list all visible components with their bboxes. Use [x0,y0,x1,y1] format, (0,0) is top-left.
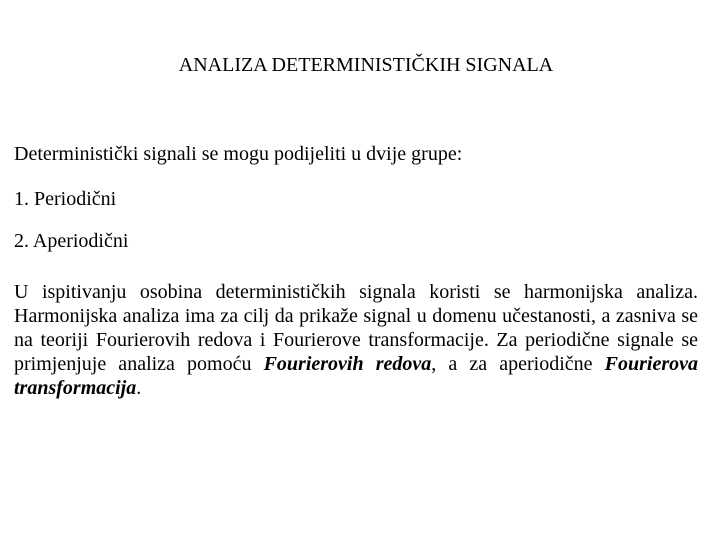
paragraph-text-before: U ispitivanju osobina determinističkih signala koristi se harmonijska analiza. Harmonijska analiza ima za cilj da prikaže signal u domenu učestanosti, a zasniva se na teoriji Fourierovih redova i Fourierove transformacije. Za periodične signale se primjenjuje analiza pomoću [14,281,698,375]
list-item-aperiodic: 2. Aperiodični [14,230,129,252]
intro-text: Deterministički signali se mogu podijeliti u dvije grupe: [14,143,463,165]
page-title: ANALIZA DETERMINISTIČKIH SIGNALA [178,54,554,76]
paragraph-text-middle: , a za aperiodične [431,353,605,375]
paragraph-text-after: . [136,377,142,399]
emphasis-fourier-transform: Fourierova transformacija [14,353,698,399]
emphasis-fourier-series: Fourierovih redova [263,353,432,375]
list-item-periodic: 1. Periodični [14,188,117,210]
harmonic-analysis-paragraph [14,280,698,400]
